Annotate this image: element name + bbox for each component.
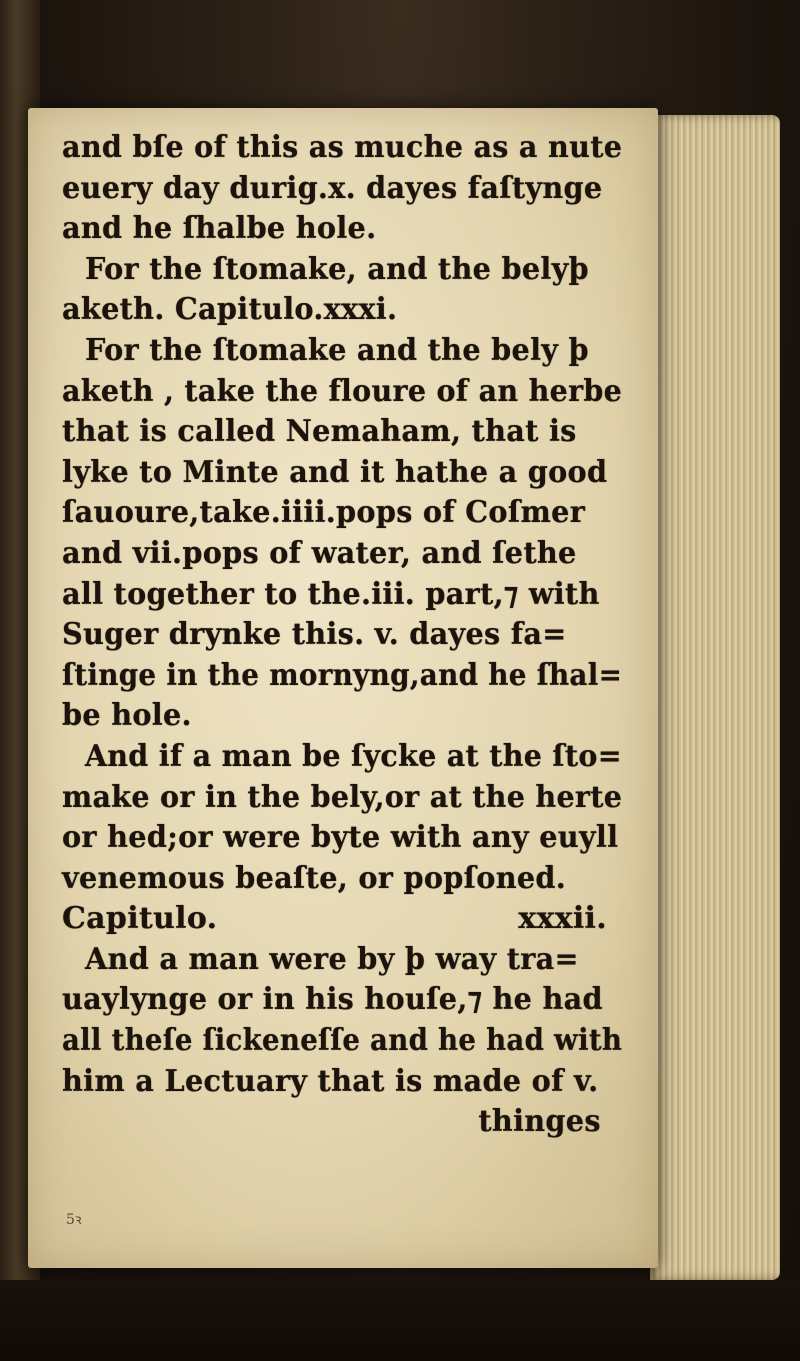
text-line: lyke to Minte and it hathe a good — [62, 454, 608, 490]
text-line: Suger drynke this. v. dayes fa= — [62, 617, 567, 653]
page-block-edges — [650, 115, 780, 1280]
text-line: uaylynge or in his houſe,⁊ he had — [62, 982, 603, 1018]
text-line: all theſe ſickeneſſe and he had with — [62, 1023, 623, 1059]
text-line: ſtinge in the mornyng,and he ſhal= — [62, 657, 623, 693]
text-line: ſauoure,take.iiii.pops of Coſmer — [62, 495, 586, 531]
text-line: And if a man be ſycke at the ſto= — [84, 738, 622, 774]
catchword: thinges — [478, 1104, 601, 1140]
text-line: make or in the bely,or at the herte — [62, 779, 623, 815]
catchword-line — [62, 1102, 622, 1143]
chapter-word: Capitulo. — [62, 901, 218, 937]
text-line: euery day durig.x. dayes faſtynge — [62, 170, 603, 206]
page-text — [62, 128, 647, 1143]
text-line: For the ſtomake and the bely þ — [84, 332, 589, 368]
text-line: all together to the.iii. part,⁊ with — [62, 576, 600, 612]
text-line: or hed;or were byte with any euyll — [62, 820, 619, 856]
signature-mark: 5ꝛ — [66, 1212, 82, 1228]
text-line: and vii.pops of water, and ſethe — [62, 535, 577, 571]
text-line: that is called Nemaham, that is — [62, 414, 577, 450]
text-line: And a man were by þ way tra= — [84, 941, 579, 977]
text-line: be hole. — [62, 698, 192, 734]
text-line: him a Lectuary that is made of v. — [62, 1063, 599, 1099]
text-line: and bſe of this as muche as a nute — [62, 130, 623, 165]
chapter-heading — [62, 899, 647, 940]
section-heading: For the ſtomake, and the belyþ — [84, 251, 589, 287]
text-line: and he ſhalbe hole. — [62, 211, 377, 247]
text-line: venemous beaſte, or popſoned. — [62, 860, 567, 896]
section-heading-cont: aketh. Capitulo.xxxi. — [62, 292, 398, 328]
table-surface — [0, 1280, 800, 1361]
chapter-number: xxxii. — [518, 901, 607, 937]
text-line: aketh , take the floure of an herbe — [62, 373, 623, 409]
